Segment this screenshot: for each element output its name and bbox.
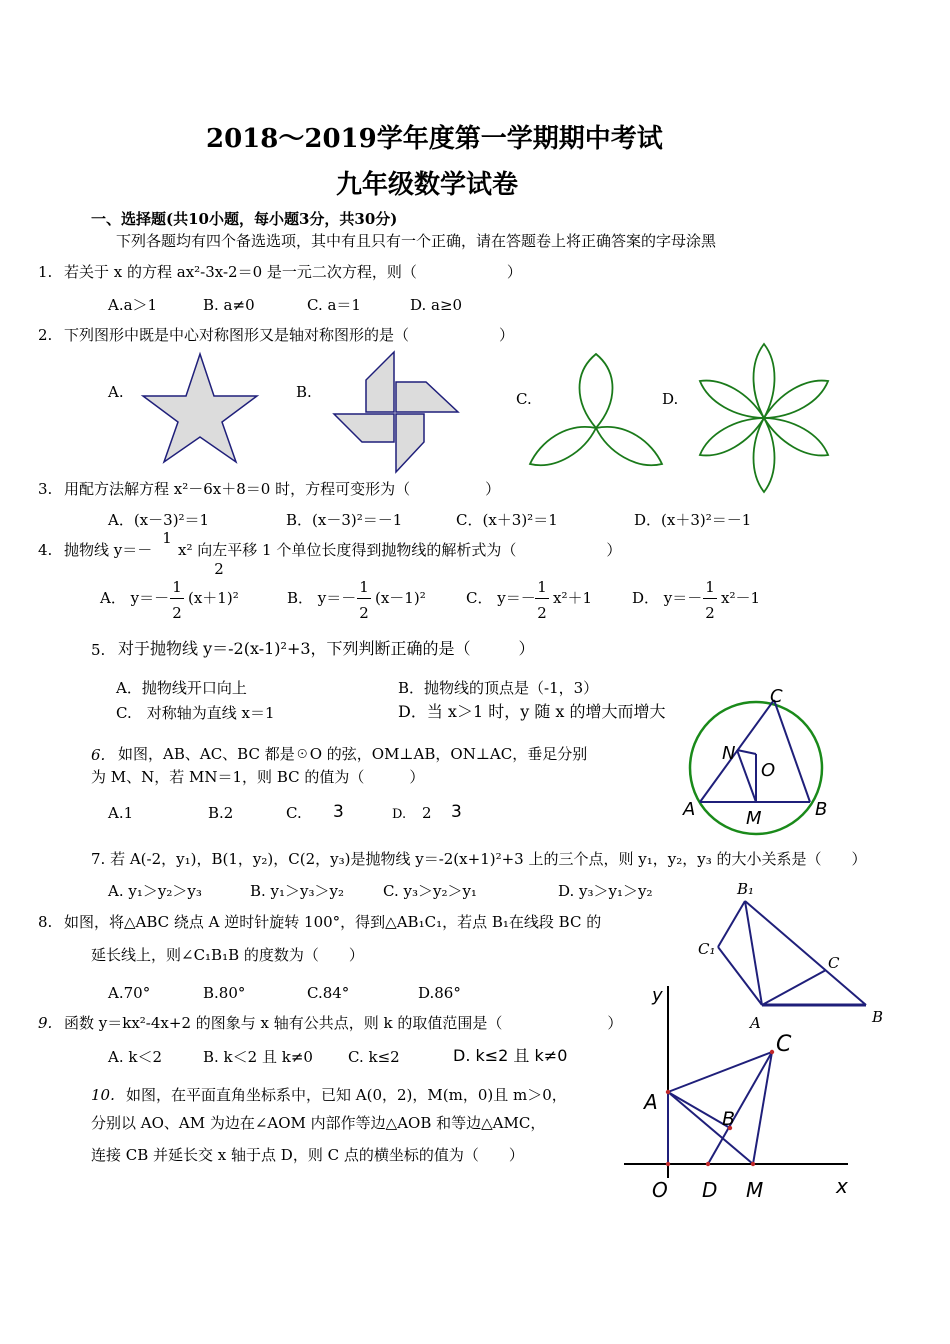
q1-option-d: D. a≥0 (410, 296, 463, 314)
q7-text: 7. 若 A(-2，y₁)，B(1，y₂)，C(2，y₃)是抛物线 y＝-2(x+1)²+3 上的三个点，则 y₁，y₂，y₃ 的大小关系是（ ） (91, 850, 867, 868)
q10-fig-label-c: C (776, 1032, 792, 1057)
q10-fig-label-o: O (652, 1178, 668, 1202)
q8-option-d: D.86° (418, 984, 461, 1002)
q6-fig-label-o: O (761, 760, 776, 781)
q2-figure-c-three-petal (526, 352, 666, 472)
q5-option-a: A．抛物线开口向上 (116, 679, 247, 697)
q4-option-c-prefix: C． y＝－ (466, 589, 536, 607)
q3-option-d: D．(x＋3)²＝－1 (634, 511, 752, 529)
q8-line2: 延长线上，则∠C₁B₁B 的度数为（ ） (91, 946, 364, 964)
q10-line1: 如图，在平面直角坐标系中，已知 A(0，2)，M(m，0)且 m＞0， (126, 1086, 567, 1104)
q8-number: 8. (38, 913, 53, 931)
q4-option-a-bar (170, 598, 184, 599)
section-instruction: 下列各题均有四个备选选项，其中有且只有一个正确，请在答题卷上将正确答案的字母涂黑 (116, 232, 717, 250)
q9-option-b: B. k＜2 且 k≠0 (203, 1048, 313, 1066)
q3-text: 用配方法解方程 x²－6x＋8＝0 时，方程可变形为（ ） (64, 480, 501, 498)
q1-number: 1. (38, 263, 53, 281)
q2-label-c: C. (516, 390, 532, 408)
q9-option-c: C. k≤2 (348, 1048, 400, 1066)
q6-option-b: B.2 (208, 804, 234, 822)
q9-text: 函数 y＝kx²-4x+2 的图象与 x 轴有公共点，则 k 的取值范围是（ ） (64, 1014, 623, 1032)
q9-option-d: D. k≤2 且 k≠0 (453, 1046, 568, 1065)
section-heading: 一、选择题(共10小题，每小题3分，共30分) (91, 210, 398, 228)
q1-option-c: C. a＝1 (307, 296, 361, 314)
q10-fig-label-b: B (722, 1108, 736, 1130)
q9-number: 9. (38, 1014, 53, 1032)
q5-text: 对于抛物线 y＝-2(x-1)²+3，下列判断正确的是（ ） (118, 639, 535, 658)
q10-fig-label-y: y (652, 985, 663, 1006)
q4-option-c-expr: x²＋1 (553, 589, 593, 607)
q6-fig-label-m: M (746, 808, 762, 829)
q6-option-d-sqrt3: 3 (451, 802, 462, 822)
q4-option-b-bar (357, 598, 371, 599)
q10-fig-label-d: D (702, 1178, 718, 1202)
q5-option-d: D．当 x＞1 时，y 随 x 的增大而增大 (398, 702, 666, 721)
q7-option-d: D. y₃＞y₁＞y₂ (558, 882, 653, 900)
q4-frac-numerator: 1 (162, 529, 172, 547)
q3-number: 3. (38, 480, 53, 498)
q4-option-c-den: 2 (537, 604, 547, 622)
q4-option-b-expr: (x－1)² (375, 589, 426, 607)
q1-option-b: B. a≠0 (203, 296, 255, 314)
q4-text-b: x² 向左平移 1 个单位长度得到抛物线的解析式为（ ） (178, 541, 622, 559)
q1-option-a: A.a＞1 (108, 296, 158, 314)
q7-option-c: C. y₃＞y₂＞y₁ (383, 882, 477, 900)
q7-option-b: B. y₁＞y₃＞y₂ (250, 882, 345, 900)
q2-label-a: A. (108, 383, 124, 401)
q8-fig-label-c: C (828, 954, 840, 972)
q10-figure-coordinate (620, 980, 850, 1180)
q6-fig-label-b: B (815, 799, 828, 820)
q4-option-d-bar (703, 598, 717, 599)
q9-option-a: A. k＜2 (108, 1048, 163, 1066)
title-line2: 九年级数学试卷 (336, 170, 519, 200)
q8-line1: 如图，将△ABC 绕点 A 逆时针旋转 100°，得到△AB₁C₁，若点 B₁在线段 BC 的 (64, 913, 602, 931)
q8-fig-label-b: B (872, 1008, 884, 1026)
q4-option-d-den: 2 (705, 604, 715, 622)
q2-number: 2. (38, 326, 53, 344)
q2-label-b: B. (296, 383, 312, 401)
q4-option-b-prefix: B． y＝－ (287, 589, 357, 607)
q5-number: 5. (91, 641, 106, 659)
q6-line2: 为 M、N，若 MN＝1，则 BC 的值为（ ） (91, 768, 425, 786)
q4-option-a-num: 1 (172, 578, 182, 596)
q2-text: 下列图形中既是中心对称图形又是轴对称图形的是（ ） (64, 326, 515, 344)
q6-fig-label-a: A (683, 799, 696, 820)
q8-option-c: C.84° (307, 984, 350, 1002)
q8-fig-label-c1: C₁ (698, 940, 716, 958)
q10-line3: 连接 CB 并延长交 x 轴于点 D，则 C 点的横坐标的值为（ ） (91, 1146, 524, 1164)
q4-option-a-den: 2 (172, 604, 182, 622)
q4-option-c-num: 1 (537, 578, 547, 596)
q4-option-a-prefix: A． y＝－ (100, 589, 170, 607)
q5-option-c: C. 对称轴为直线 x＝1 (116, 704, 275, 722)
q4-option-d-prefix: D． y＝－ (632, 589, 703, 607)
q3-option-c: C．(x＋3)²＝1 (456, 511, 558, 529)
q4-option-b-den: 2 (359, 604, 369, 622)
q6-option-c: C. (286, 804, 302, 822)
q6-fig-label-c: C (770, 686, 783, 707)
q4-option-d-num: 1 (705, 578, 715, 596)
title-line1: 2018～2019学年度第一学期期中考试 (206, 124, 663, 154)
q3-option-a: A．(x－3)²＝1 (108, 511, 210, 529)
q10-fig-label-a: A (644, 1090, 658, 1114)
q4-option-d-expr: x²－1 (721, 589, 761, 607)
q4-text-a: 抛物线 y＝－ (64, 541, 153, 559)
q10-fig-label-x: x (836, 1174, 848, 1198)
q10-fig-label-m: M (746, 1178, 764, 1202)
q6-fig-label-n: N (722, 743, 736, 764)
q10-line2: 分别以 AO、AM 为边在∠AOM 内部作等边△AOB 和等边△AMC， (91, 1114, 546, 1132)
q6-number: 6. (91, 746, 106, 764)
q8-option-a: A.70° (108, 984, 151, 1002)
q2-figure-d-six-petal (694, 342, 834, 497)
q2-figure-a-star (140, 352, 260, 464)
q8-fig-label-a: A (750, 1014, 761, 1032)
q8-option-b: B.80° (203, 984, 246, 1002)
q4-option-b-num: 1 (359, 578, 369, 596)
q4-option-c-bar (535, 598, 549, 599)
q6-option-d-coef: 2 (422, 804, 432, 822)
q4-number: 4. (38, 541, 53, 559)
q7-option-a: A. y₁＞y₂＞y₃ (108, 882, 202, 900)
q8-fig-label-b1: B₁ (737, 880, 755, 898)
q6-line1: 如图，AB、AC、BC 都是☉O 的弦，OM⊥AB，ON⊥AC，垂足分别 (118, 745, 588, 763)
q4-option-a-expr: (x＋1)² (188, 589, 239, 607)
q5-option-b: B．抛物线的顶点是（-1，3） (398, 679, 599, 697)
q10-number: 10. (91, 1086, 115, 1104)
q6-option-c-sqrt3: 3 (333, 802, 344, 822)
q1-text: 若关于 x 的方程 ax²-3x-2＝0 是一元二次方程，则（ ） (64, 263, 522, 281)
q3-option-b: B．(x－3)²＝－1 (286, 511, 403, 529)
q6-option-a: A.1 (108, 804, 134, 822)
q2-label-d: D. (662, 390, 679, 408)
q4-frac-denominator: 2 (214, 560, 224, 578)
q6-option-d: D. (392, 807, 407, 822)
q2-figure-b-pinwheel (330, 350, 460, 475)
